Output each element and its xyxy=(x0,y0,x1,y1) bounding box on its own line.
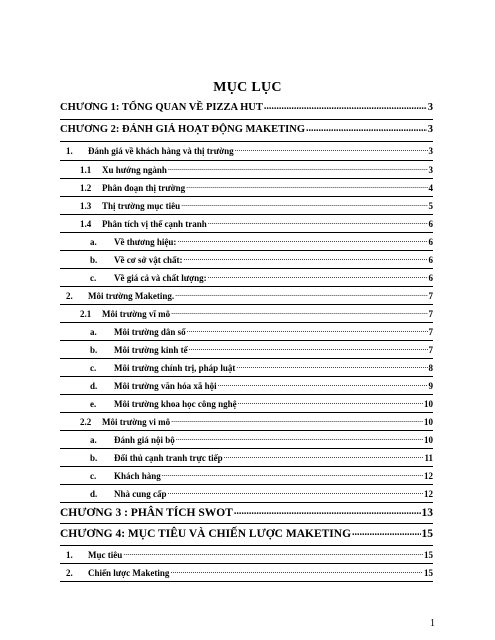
toc-entry-label: Môi trường vi mô xyxy=(102,417,171,427)
toc-entry-label: Môi trường kinh tế xyxy=(114,345,188,355)
toc-entry-page: 7 xyxy=(428,291,433,301)
toc-entry-section-1-4-c[interactable] xyxy=(90,271,433,285)
divider xyxy=(60,358,433,359)
dot-leader xyxy=(236,361,427,375)
divider xyxy=(60,322,433,323)
toc-entry-number: 2. xyxy=(66,568,73,578)
toc-entry-section-4-1[interactable] xyxy=(66,548,433,562)
toc-entry-page: 6 xyxy=(428,273,433,283)
dot-leader xyxy=(218,379,428,393)
toc-entry-label: Đối thủ cạnh tranh trực tiếp xyxy=(114,453,223,463)
toc-entry-number: d. xyxy=(90,381,98,391)
dot-leader xyxy=(177,235,427,249)
toc-entry-number: b. xyxy=(90,453,98,463)
toc-entry-number: 1. xyxy=(66,146,73,156)
divider xyxy=(60,448,433,449)
divider xyxy=(60,141,433,142)
dot-leader xyxy=(187,325,428,339)
toc-entry-label: Môi trường vĩ mô xyxy=(102,309,171,319)
toc-entry-label: Chiến lược Maketing xyxy=(88,568,170,578)
divider xyxy=(60,484,433,485)
toc-entry-label: Phân tích vị thế cạnh tranh xyxy=(102,219,207,229)
toc-entry-label: Nhà cung cấp xyxy=(114,489,167,499)
toc-entry-section-1-3[interactable] xyxy=(80,199,433,213)
toc-entry-label: Đánh giá về khách hàng và thị trường xyxy=(88,146,234,156)
toc-entry-number: 1.4 xyxy=(80,219,92,229)
toc-entry-number: c. xyxy=(90,273,97,283)
toc-entry-number: c. xyxy=(90,363,97,373)
dot-leader xyxy=(175,289,427,303)
toc-entry-page: 11 xyxy=(424,453,433,463)
toc-entry-number: a. xyxy=(90,327,97,337)
toc-entry-section-1-4-a[interactable] xyxy=(90,235,433,249)
toc-entry-page: 3 xyxy=(428,146,433,156)
dot-leader xyxy=(181,199,427,213)
divider xyxy=(60,466,433,467)
toc-entry-section-2-2-c[interactable] xyxy=(90,469,433,483)
toc-entry-page: 5 xyxy=(428,201,433,211)
toc-entry-page: 6 xyxy=(428,237,433,247)
toc-entry-section-1-4-b[interactable] xyxy=(90,253,433,267)
toc-entry-number: 2.1 xyxy=(80,309,92,319)
dot-leader xyxy=(208,217,428,231)
toc-title: MỤC LỤC xyxy=(213,80,282,95)
toc-entry-label: Môi trường chính trị, pháp luật xyxy=(114,363,236,373)
toc-entry-label: Về cơ sở vật chất: xyxy=(114,255,183,265)
toc-entry-section-2-1-a[interactable] xyxy=(90,325,433,339)
toc-entry-chapter-1[interactable] xyxy=(60,100,433,116)
dot-leader xyxy=(170,566,423,580)
toc-entry-section-1-2[interactable] xyxy=(80,181,433,195)
dot-leader xyxy=(183,253,427,267)
dot-leader xyxy=(171,415,423,429)
divider xyxy=(60,286,433,287)
toc-entry-section-2-2-d[interactable] xyxy=(90,487,433,501)
divider xyxy=(60,232,433,233)
toc-entry-number: a. xyxy=(90,435,97,445)
toc-entry-page: 10 xyxy=(424,399,433,409)
toc-entry-label: CHƯƠNG 2: ĐÁNH GIÁ HOẠT ĐỘNG MAKETING xyxy=(60,124,306,135)
toc-entry-number: c. xyxy=(90,471,97,481)
toc-entry-section-4-2[interactable] xyxy=(66,566,433,580)
toc-entry-section-2-2[interactable] xyxy=(80,415,433,429)
toc-entry-label: Về giá cả và chất lượng: xyxy=(114,273,207,283)
toc-entry-page: 4 xyxy=(428,183,433,193)
divider xyxy=(60,394,433,395)
page-number: 1 xyxy=(430,618,435,629)
toc-entry-label: Mục tiêu xyxy=(88,550,123,560)
toc-entry-page: 7 xyxy=(428,309,433,319)
toc-entry-label: Môi trường khoa học công nghệ xyxy=(114,399,237,409)
toc-entry-page: 12 xyxy=(424,489,433,499)
toc-entry-section-2-2-b[interactable] xyxy=(90,451,433,465)
toc-entry-section-2-1-d[interactable] xyxy=(90,379,433,393)
dot-leader xyxy=(168,487,423,501)
divider xyxy=(60,523,433,524)
toc-entry-number: e. xyxy=(90,399,97,409)
divider xyxy=(60,304,433,305)
divider xyxy=(60,119,433,120)
toc-entry-label: Môi trường văn hóa xã hội xyxy=(114,381,217,391)
toc-entry-label: CHƯƠNG 1: TỔNG QUAN VỀ PIZZA HUT xyxy=(60,102,263,113)
toc-entry-section-1-1[interactable] xyxy=(80,163,433,177)
divider xyxy=(60,376,433,377)
toc-entry-number: 1. xyxy=(66,550,73,560)
toc-entry-page: 3 xyxy=(427,102,433,113)
divider xyxy=(60,196,433,197)
toc-entry-section-2[interactable] xyxy=(66,289,433,303)
toc-entry-section-2-1-b[interactable] xyxy=(90,343,433,357)
dot-leader xyxy=(238,397,423,411)
toc-entry-number: 2.2 xyxy=(80,417,92,427)
dot-leader xyxy=(168,163,428,177)
divider xyxy=(60,340,433,341)
toc-entry-section-2-1-e[interactable] xyxy=(90,397,433,411)
toc-entry-page: 8 xyxy=(428,363,433,373)
toc-entry-page: 12 xyxy=(424,471,433,481)
dot-leader xyxy=(224,451,424,465)
toc-entry-number: a. xyxy=(90,237,97,247)
toc-entry-number: d. xyxy=(90,489,98,499)
dot-leader xyxy=(186,181,427,195)
divider xyxy=(60,250,433,251)
toc-entry-page: 3 xyxy=(427,124,433,135)
toc-entry-page: 13 xyxy=(421,507,433,519)
toc-entry-label: Môi trường dân số xyxy=(114,327,186,337)
toc-entry-label: Môi trường Maketing. xyxy=(88,291,175,301)
dot-leader xyxy=(264,100,427,116)
toc-entry-chapter-3[interactable] xyxy=(60,505,433,521)
toc-entry-page: 9 xyxy=(428,381,433,391)
toc-entry-page: 6 xyxy=(428,219,433,229)
toc-entry-number: b. xyxy=(90,255,98,265)
toc-entry-page: 10 xyxy=(424,435,433,445)
toc-entry-section-1[interactable] xyxy=(66,144,433,158)
divider xyxy=(60,430,433,431)
dot-leader xyxy=(208,271,428,285)
dot-leader xyxy=(123,548,423,562)
dot-leader xyxy=(189,343,428,357)
dot-leader xyxy=(171,307,427,321)
toc-entry-section-2-1[interactable] xyxy=(80,307,433,321)
toc-entry-label: Khách hàng xyxy=(114,471,161,481)
divider xyxy=(60,268,433,269)
divider xyxy=(60,545,433,546)
toc-entry-label: Thị trường mục tiêu xyxy=(102,201,181,211)
divider xyxy=(60,563,433,564)
toc-entry-page: 3 xyxy=(428,165,433,175)
toc-entry-number: 1.3 xyxy=(80,201,92,211)
toc-entry-number: 1.1 xyxy=(80,165,92,175)
divider xyxy=(60,214,433,215)
toc-entry-page: 15 xyxy=(424,550,433,560)
toc-entry-page: 7 xyxy=(428,327,433,337)
toc-entry-number: 1.2 xyxy=(80,183,92,193)
dot-leader xyxy=(235,144,428,158)
toc-entry-label: CHƯƠNG 3 : PHÂN TÍCH SWOT xyxy=(60,507,233,519)
toc-entry-section-1-4[interactable] xyxy=(80,217,433,231)
toc-entry-page: 10 xyxy=(424,417,433,427)
toc-entry-number: b. xyxy=(90,345,98,355)
divider xyxy=(60,581,433,582)
toc-entry-section-2-1-c[interactable] xyxy=(90,361,433,375)
toc-entry-section-2-2-a[interactable] xyxy=(90,433,433,447)
toc-entry-label: Xu hướng ngành xyxy=(102,165,167,175)
toc-entry-page: 15 xyxy=(424,568,433,578)
dot-leader xyxy=(352,526,420,542)
toc-entry-page: 6 xyxy=(428,255,433,265)
toc-entry-chapter-4[interactable] xyxy=(60,526,433,542)
toc-entry-label: CHƯƠNG 4: MỤC TIÊU VÀ CHIẾN LƯỢC MAKETING xyxy=(60,528,352,540)
divider xyxy=(60,178,433,179)
dot-leader xyxy=(162,469,423,483)
toc-entry-number: 2. xyxy=(66,291,73,301)
toc-entry-label: Đánh giá nội bộ xyxy=(114,435,175,445)
toc-entry-page: 7 xyxy=(428,345,433,355)
dot-leader xyxy=(176,433,423,447)
dot-leader xyxy=(306,122,427,138)
toc-entry-page: 15 xyxy=(421,528,433,540)
divider xyxy=(60,502,433,503)
toc-entry-chapter-2[interactable] xyxy=(60,122,433,138)
divider xyxy=(60,412,433,413)
divider xyxy=(60,160,433,161)
dot-leader xyxy=(234,505,421,521)
toc-entry-label: Về thương hiệu: xyxy=(114,237,177,247)
toc-entry-label: Phân đoạn thị trường xyxy=(102,183,186,193)
